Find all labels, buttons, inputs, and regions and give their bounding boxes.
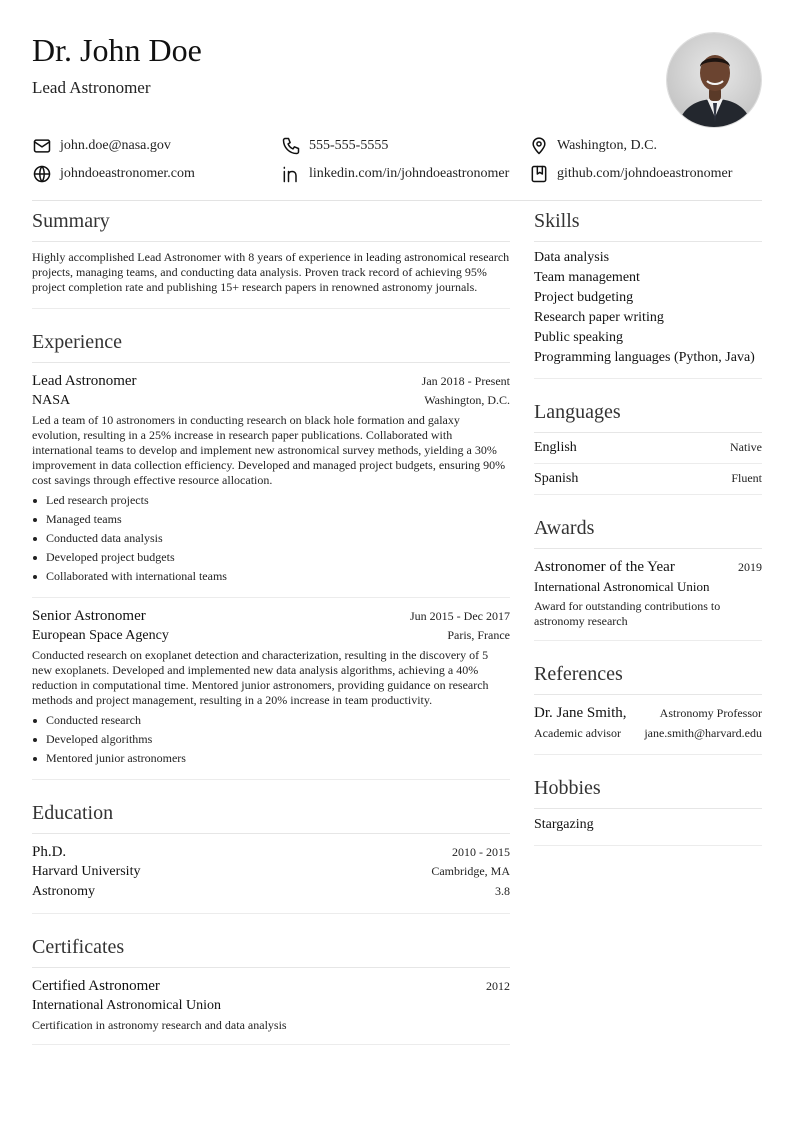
experience-dates: Jun 2015 - Dec 2017 <box>410 609 510 623</box>
education-section <box>32 792 510 914</box>
candidate-name: Dr. John Doe <box>32 32 202 68</box>
contact-location <box>529 134 657 158</box>
skill-item: Data analysis <box>534 250 610 265</box>
experience-bullets <box>32 711 510 768</box>
phone-icon <box>281 136 301 156</box>
hobbies-heading: Hobbies <box>534 767 762 809</box>
experience-entry <box>32 598 510 780</box>
skills-section <box>534 200 762 379</box>
contact-github[interactable] <box>529 162 732 186</box>
language-item <box>534 464 762 495</box>
certificate-description: Certification in astronomy research and data analysis <box>32 1018 287 1032</box>
certificate-name: Certified Astronomer <box>32 978 160 994</box>
reference-entry <box>534 695 762 755</box>
education-school: Harvard University <box>32 864 141 879</box>
education-degree: Ph.D. <box>32 844 67 860</box>
skill-item: Public speaking <box>534 330 624 345</box>
languages-heading: Languages <box>534 391 762 433</box>
certificates-section <box>32 926 510 1045</box>
contact-email[interactable] <box>32 134 171 158</box>
candidate-title: Lead Astronomer <box>32 78 151 97</box>
references-heading: References <box>534 653 762 695</box>
summary-heading: Summary <box>32 200 510 242</box>
education-entry <box>32 834 510 914</box>
contact-linkedin-text: linkedin.com/in/johndoeastronomer <box>309 166 510 181</box>
skills-list <box>534 242 762 378</box>
certificate-year: 2012 <box>486 979 510 993</box>
bullet-item: Conducted research <box>32 711 510 730</box>
contact-website-text: johndoeastronomer.com <box>60 166 195 181</box>
contact-github-text: github.com/johndoeastronomer <box>557 166 733 181</box>
skill-item: Research paper writing <box>534 310 664 325</box>
skills-heading: Skills <box>534 200 762 242</box>
language-level: Native <box>730 440 762 454</box>
left-column <box>32 200 510 1045</box>
experience-location: Washington, D.C. <box>424 393 510 407</box>
award-entry <box>534 549 762 641</box>
right-column <box>534 200 762 846</box>
reference-name: Dr. Jane Smith, <box>534 705 627 721</box>
contact-email-text: john.doe@nasa.gov <box>60 138 171 153</box>
resume-page <box>32 0 762 1123</box>
contact-phone-text: 555-555-5555 <box>309 138 389 153</box>
bullet-item: Led research projects <box>32 491 510 510</box>
awards-heading: Awards <box>534 507 762 549</box>
reference-role: Astronomy Professor <box>659 706 762 720</box>
linkedin-icon <box>281 164 301 184</box>
bullet-item: Conducted data analysis <box>32 529 510 548</box>
summary-section <box>32 200 510 309</box>
certificate-issuer: International Astronomical Union <box>32 998 221 1013</box>
hobby-item: Stargazing <box>534 809 762 846</box>
certificate-entry <box>32 968 510 1045</box>
award-year: 2019 <box>738 560 762 574</box>
map-pin-icon <box>529 136 549 156</box>
experience-entry <box>32 363 510 598</box>
bullet-item: Developed project budgets <box>32 548 510 567</box>
language-item <box>534 433 762 464</box>
bullet-item: Developed algorithms <box>32 730 510 749</box>
reference-email[interactable]: jane.smith@harvard.edu <box>644 726 762 740</box>
education-dates: 2010 - 2015 <box>452 845 510 859</box>
education-heading: Education <box>32 792 510 834</box>
experience-company: NASA <box>32 393 71 408</box>
award-issuer: International Astronomical Union <box>534 579 710 594</box>
bullet-item: Mentored junior astronomers <box>32 749 510 768</box>
experience-heading: Experience <box>32 321 510 363</box>
languages-section <box>534 391 762 495</box>
skill-item: Team management <box>534 270 640 285</box>
contact-linkedin[interactable] <box>281 162 509 186</box>
envelope-icon <box>32 136 52 156</box>
experience-section <box>32 321 510 780</box>
experience-position: Lead Astronomer <box>32 373 137 389</box>
language-name: English <box>534 440 577 455</box>
education-gpa: 3.8 <box>495 884 510 898</box>
globe-icon <box>32 164 52 184</box>
reference-relation: Academic advisor <box>534 726 621 740</box>
skill-item: Project budgeting <box>534 290 634 305</box>
bullet-item: Managed teams <box>32 510 510 529</box>
education-location: Cambridge, MA <box>431 864 510 878</box>
contact-phone[interactable] <box>281 134 388 158</box>
language-name: Spanish <box>534 471 579 486</box>
certificates-heading: Certificates <box>32 926 510 968</box>
contact-location-text: Washington, D.C. <box>557 138 657 153</box>
skill-item: Programming languages (Python, Java) <box>534 350 755 365</box>
experience-description: Conducted research on exoplanet detection and characterization, resulting in the discovery of 5 new exoplanets. Developed and implemented new data analysis algorithms, achieving a 40% reduction in computational time. Mentored junior astronomers, providing guidance on research methods and project management, resulting in a 20% increase in team productivity. <box>32 648 489 707</box>
contact-website[interactable] <box>32 162 195 186</box>
bullet-item: Collaborated with international teams <box>32 567 510 586</box>
experience-bullets <box>32 491 510 586</box>
language-level: Fluent <box>731 471 762 485</box>
profile-photo <box>666 32 762 128</box>
bookmark-icon <box>529 164 549 184</box>
summary-text: Highly accomplished Lead Astronomer with 8 years of experience in leading astronomical research projects, managing teams, and conducting data analysis. Proven track record of achieving 95% project completion rate and publishing 15+ research papers in renowned astronomy journals. <box>32 250 510 294</box>
award-description: Award for outstanding contributions to astronomy research <box>534 599 721 628</box>
experience-dates: Jan 2018 - Present <box>421 374 510 388</box>
experience-company: European Space Agency <box>32 628 169 643</box>
experience-position: Senior Astronomer <box>32 608 146 624</box>
references-section <box>534 653 762 755</box>
education-field: Astronomy <box>32 884 95 899</box>
experience-location: Paris, France <box>447 628 510 642</box>
award-name: Astronomer of the Year <box>534 559 675 575</box>
hobbies-section <box>534 767 762 846</box>
awards-section <box>534 507 762 641</box>
experience-description: Led a team of 10 astronomers in conducting research on black hole formation and galaxy evolution, resulting in a 25% increase in research paper publications. Collaborated with international teams to develop and implement new astronomical survey methods, yielding a 30% improvement in data collection efficiency. Developed and managed project budgets, ensuring 90% cost savings through effective resource allocation. <box>32 413 506 487</box>
